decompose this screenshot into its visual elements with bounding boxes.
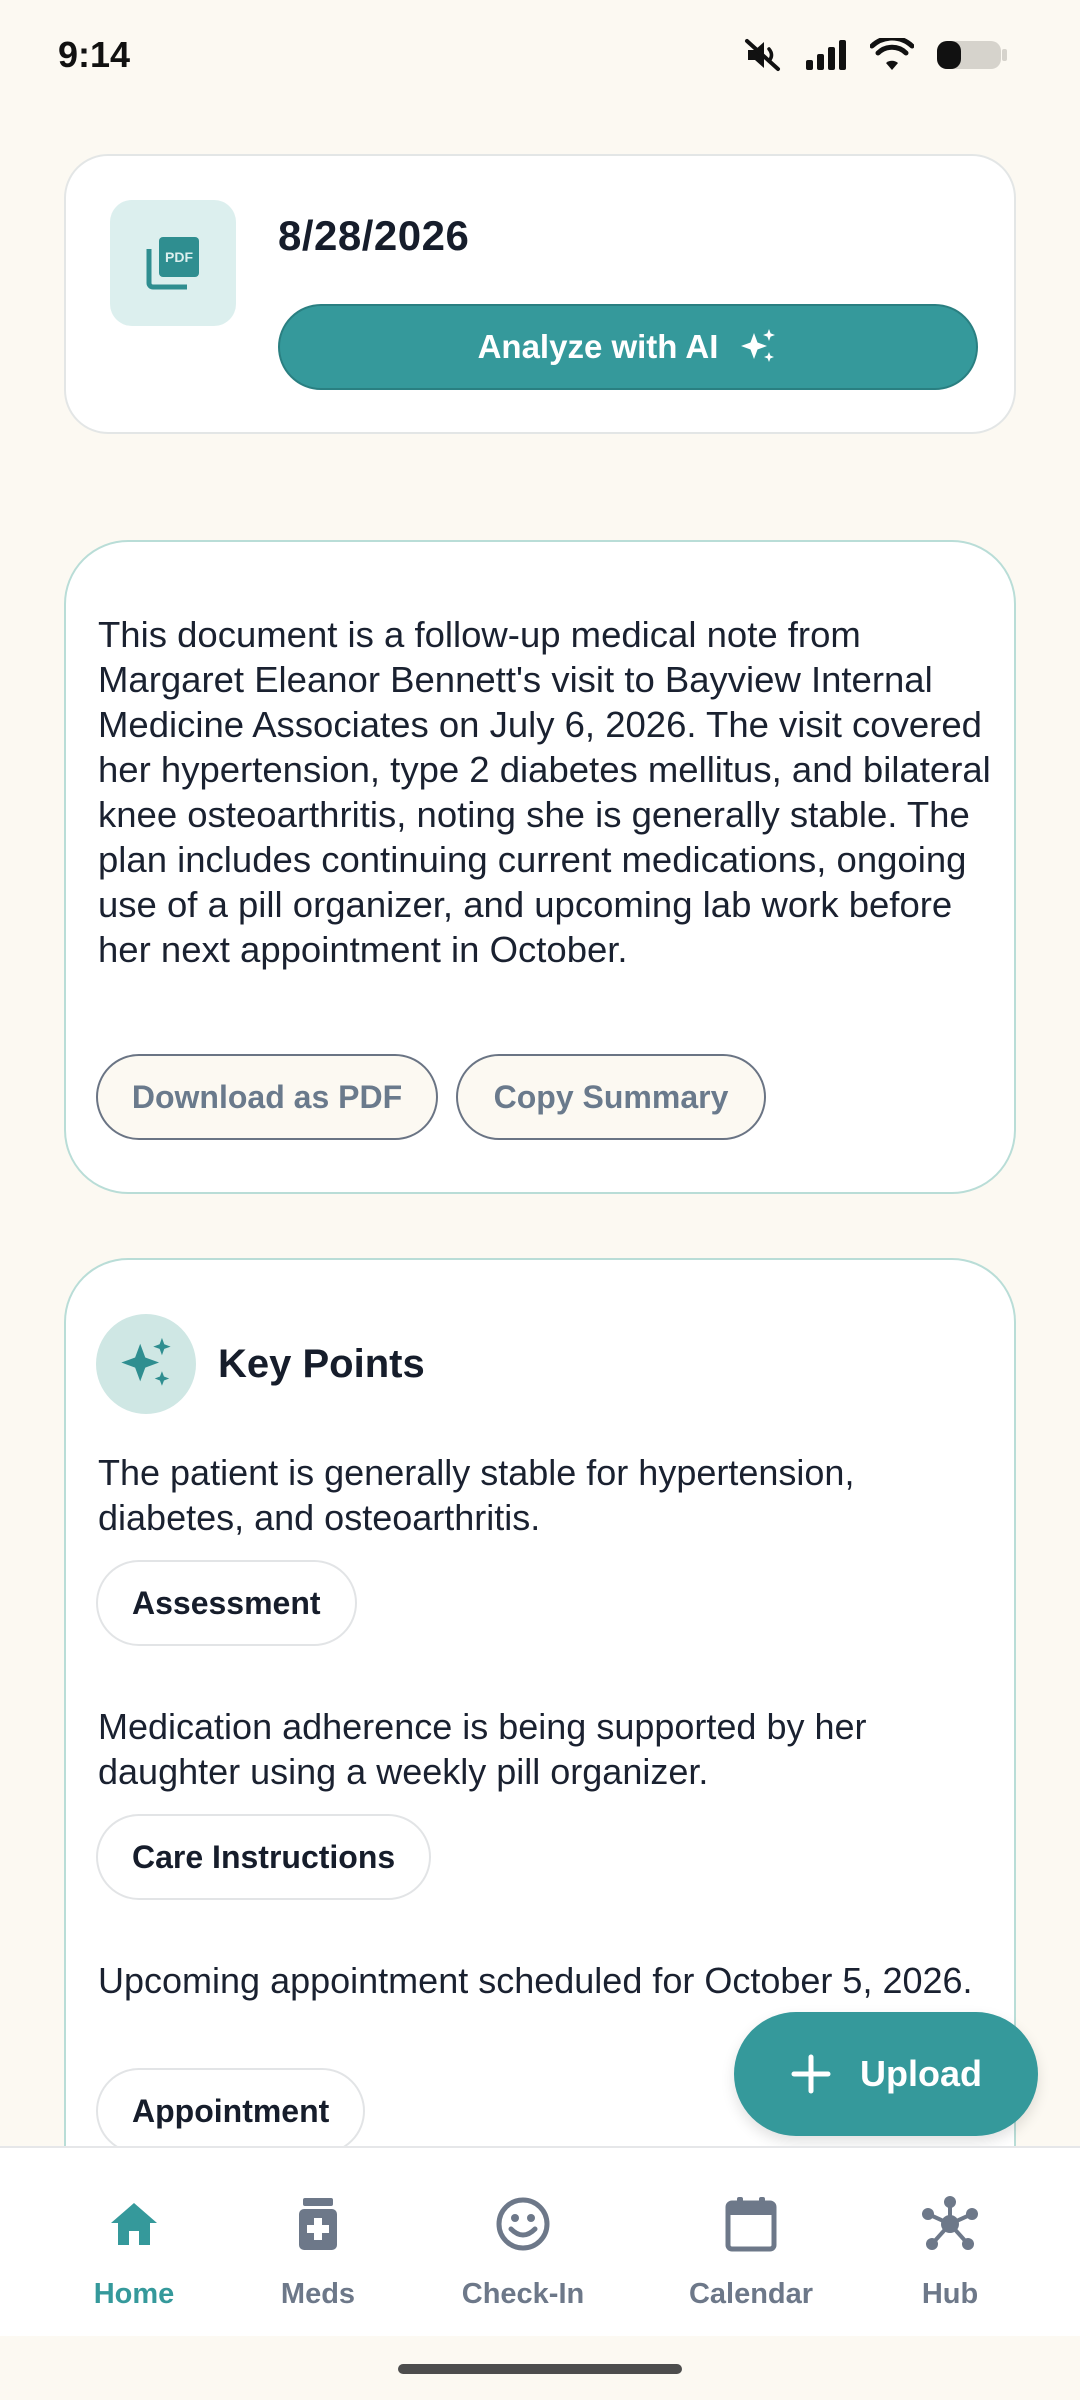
key-point-tag: Care Instructions: [96, 1814, 431, 1900]
key-point-tag: Assessment: [96, 1560, 357, 1646]
nav-item-meds[interactable]: [228, 2192, 408, 2311]
key-point-text: Upcoming appointment scheduled for October 5, 2026.: [98, 1960, 973, 2001]
document-date: 8/28/2026: [278, 212, 470, 259]
nav-label: Check-In: [461, 2278, 585, 2310]
signal-icon: [804, 38, 848, 72]
analyze-button-label: Analyze with AI: [477, 328, 719, 365]
nav-item-calendar[interactable]: [661, 2192, 841, 2311]
bottom-nav: [0, 2146, 1080, 2336]
nav-label: Calendar: [688, 2278, 814, 2310]
nav-label: Hub: [921, 2278, 979, 2310]
sparkle-icon: [117, 1335, 175, 1393]
wifi-icon: [870, 38, 914, 72]
mute-icon: [744, 38, 782, 72]
pdf-icon: [143, 233, 203, 293]
nav-item-check-in[interactable]: [433, 2192, 613, 2311]
key-point-text: The patient is generally stable for hypertension, diabetes, and osteoarthritis.: [98, 1452, 855, 1538]
home-icon: [107, 2197, 161, 2251]
status-bar: [0, 0, 1080, 110]
hub-icon: [918, 2194, 982, 2254]
key-points-title: Key Points: [218, 1342, 425, 1386]
nav-label: Meds: [280, 2278, 356, 2310]
pdf-thumbnail[interactable]: [110, 200, 236, 326]
analyze-with-ai-button[interactable]: [278, 304, 978, 390]
status-time: 9:14: [58, 34, 131, 75]
nav-label: Home: [93, 2278, 175, 2310]
status-icons: [744, 38, 1008, 72]
home-indicator[interactable]: [398, 2364, 682, 2374]
upload-button[interactable]: [734, 2012, 1038, 2136]
medicine-icon: [293, 2196, 343, 2252]
calendar-icon: [724, 2195, 778, 2253]
nav-item-hub[interactable]: [860, 2192, 1040, 2311]
key-point-tag: Appointment: [96, 2068, 365, 2154]
plus-icon: [790, 2053, 832, 2095]
smiley-icon: [495, 2196, 551, 2252]
summary-text: This document is a follow-up medical note from Margaret Eleanor Bennett's visit to Bayview Internal Medicine Associates on July 6, 2026. The visit covered her hypertension, type 2 diabetes mellitus, and bilateral knee osteoarthritis, noting she is generally stable. The plan includes continuing current medications, ongoing use of a pill organizer, and upcoming lab work before her next appointment in October.: [98, 614, 991, 970]
copy-summary-button[interactable]: Copy Summary: [456, 1054, 766, 1140]
nav-item-home[interactable]: [44, 2192, 224, 2311]
summary-card: [64, 540, 1016, 1194]
upload-label: Upload: [860, 2053, 982, 2094]
key-points-icon: [96, 1314, 196, 1414]
svg-text:PDF: PDF: [165, 249, 193, 265]
download-pdf-button[interactable]: Download as PDF: [96, 1054, 438, 1140]
sparkle-icon: [738, 327, 778, 367]
document-card[interactable]: [64, 154, 1016, 434]
battery-icon: [936, 38, 1008, 72]
key-point-text: Medication adherence is being supported by her daughter using a weekly pill organizer.: [98, 1706, 867, 1792]
